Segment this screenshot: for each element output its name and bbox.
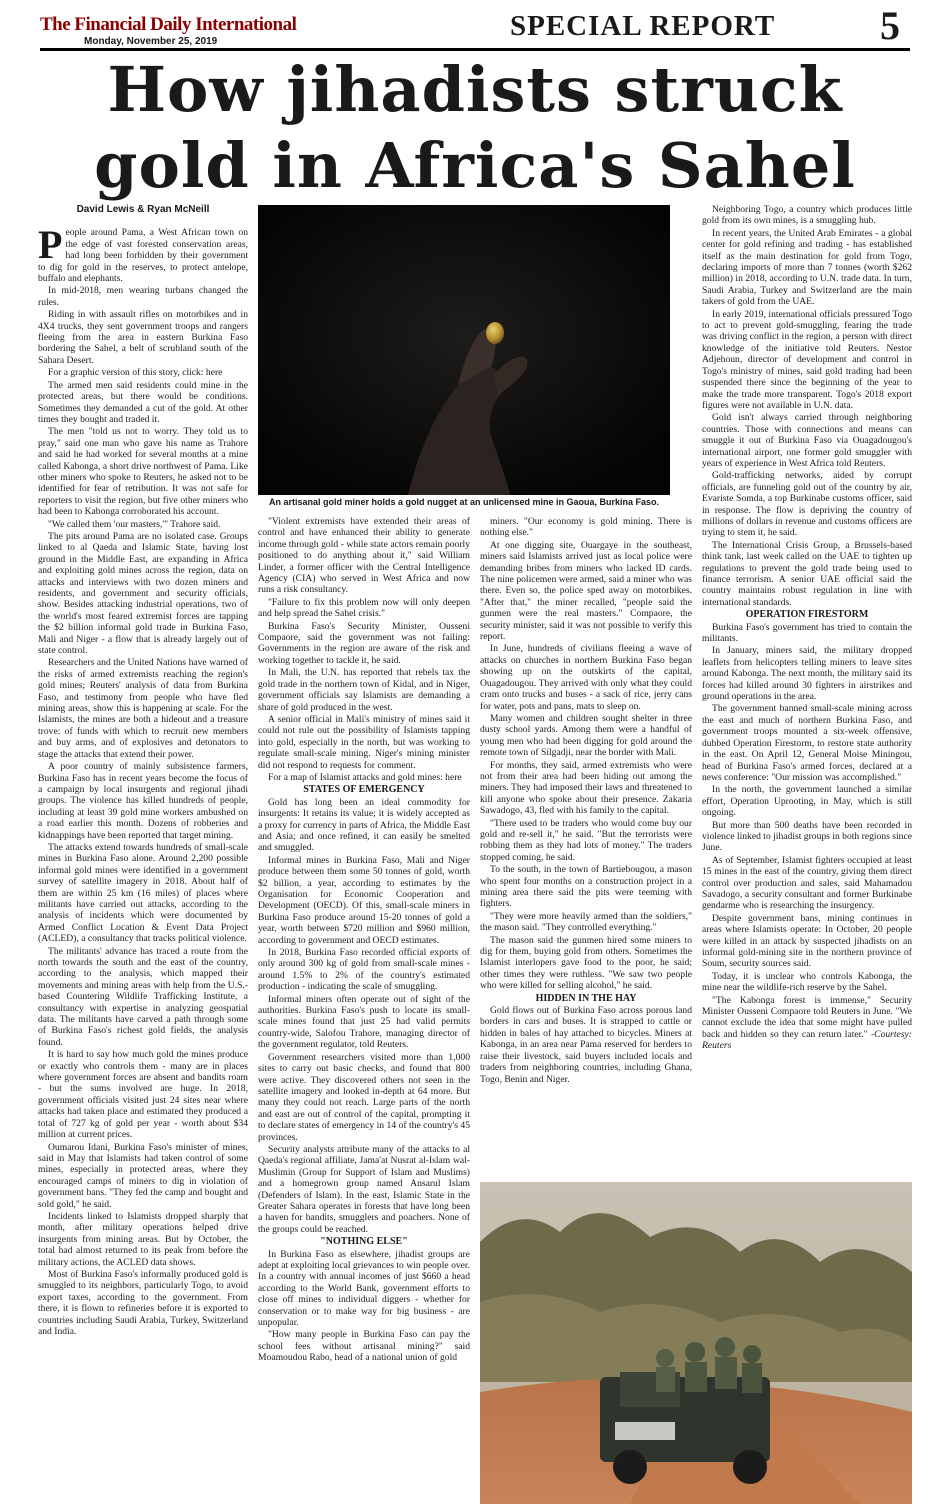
- paragraph: In 2018, Burkina Faso recorded official exports of only around 300 kg of gold from small-scale mines - around 1.5% to 2% of the country's estimated production - indicating the scale of smuggling.: [258, 947, 470, 993]
- paragraph: At one digging site, Ouargaye in the southeast, miners said Islamists arrived just as local police were demanding bribes from miners who lacked ID cards. The nine policemen were armed, said a miner who was there. Even so, the police sped away on motorbikes. "After that," the miner recalled, "people said the gunmen were the real masters." Compaore, the security minister, said it was not possible to verify this report.: [480, 539, 692, 643]
- subhead-operation-firestorm: OPERATION FIRESTORM: [745, 609, 869, 621]
- paragraph: Oumarou Idani, Burkina Faso's minister of mines, said in May that Islamists had taken control of some mines, especially in protected areas, where they encouraged camps of miners to dig in violation of government bans. "They fed the camp and bought and sold gold," he said.: [38, 1141, 248, 1210]
- paragraph: In early 2019, international officials pressured Togo to act to prevent gold-smuggling, fearing the trade was driving conflict in the region, a person with direct knowledge of the initiative told Reuters. Nestor Adjehoun, director of development and control in Togo's ministry of mines, said gold trading had been suspended there since the beginning of the year to make the trade more transparent. Togo's 2018 export figures were not available in U.N. data.: [702, 308, 912, 411]
- paragraph: The government banned small-scale mining across the east and much of northern Burkina Faso, and government troops mounted a six-week offensive, dubbed Operation Firestorm, to restore state authority in the east. On April 12, General Moise Miningou, head of Burkina Faso's armed forces, declared at a news conference: "Our mission was accomplished.": [702, 703, 912, 783]
- gold-nugget-illustration: [258, 205, 670, 495]
- paragraph: The mason said the gunmen hired some miners to dig for them, buying gold from others. Sometimes the Islamist interlopers gave food to the poor, he said; other times they were ruthless. "We saw two people who were killed for selling alcohol," he said.: [480, 934, 692, 992]
- subhead-states-of-emergency: STATES OF EMERGENCY: [303, 784, 425, 796]
- paragraph: Informal mines in Burkina Faso, Mali and Niger produce between them some 50 tonnes of gold, worth $2 billion, a year, according to estimates by the Organisation for Economic Cooperation and Development (OECD). Of this, small-scale miners in Burkina Faso produce around 15-20 tonnes of gold a year, worth between $720 million and $960 million, according to government and OECD estimates.: [258, 854, 470, 946]
- paragraph: Neighboring Togo, a country which produces little gold from its own mines, is a smuggling hub.: [702, 204, 912, 227]
- paragraph: Burkina Faso's Security Minister, Ousseni Compaore, said the government was not failing: Governments in the region are aware of the risk and working together to tackle it, he said.: [258, 620, 470, 666]
- header-rule: [40, 48, 910, 51]
- paragraph: To the south, in the town of Bartiebougou, a mason who spent four months on a construction project in a mining area there said the pits were teeming with fighters.: [480, 864, 692, 910]
- paragraph: In mid-2018, men wearing turbans changed the rules.: [38, 285, 248, 308]
- paragraph: It is hard to say how much gold the mines produce or exactly who controls them - many are in places where government forces are absent and bandits roam - but the sums involved are huge. In 2018, government officials visited just 24 sites near where attacks had taken place and estimated they produced a total of 727 kg of gold per year - worth about $34 million at current prices.: [38, 1049, 248, 1141]
- headline: How jihadists struck gold in Africa's Sahel: [94, 53, 856, 202]
- paragraph: Many women and children sought shelter in three dusty school yards. Among them were a handful of young men who had been digging for gold around the remote town of Silgadji, near the border with Mali.: [480, 712, 692, 759]
- paragraph: The armed men said residents could mine in the protected areas, but there would be conditions. Sometimes they demanded a cut of the gold. At other times they bought and traded it.: [38, 379, 248, 425]
- paragraph: The militants' advance has traced a route from the north towards the south and the east of the country, according to the analysis, which mapped their movements and mining areas with help from the U.S.-based Countering Wildlife Trafficking Institute, a consultancy with expertise in analyzing geospatial data. The militants have carved a path through some of Burkina Faso's richest gold fields, the analysis found.: [38, 945, 248, 1048]
- paragraph: In Burkina Faso as elsewhere, jihadist groups are adept at exploiting local grievances to win people over. In a country with annual incomes of just $660 a head according to the World Bank, government efforts to close off mines to individual diggers - whether for conservation or to make way for big business - are unpopular.: [258, 1248, 470, 1329]
- courtesy-credit: -Courtesy: Reuters: [702, 1028, 912, 1052]
- paragraph: The men "told us not to worry. They told us to pray," said one man who gave his name as Trahore and said he had worked for several months at a mine called Kabonga, a short drive northwest of Pama. Like other miners who spoke to Reuters, he asked not to be identified for fear of retribution. It was not safe for reporters to visit the region, but five other miners who had been to Kabonga corroborated his account.: [38, 426, 248, 518]
- paragraph: For months, they said, armed extremists who were not from their area had been hiding out among the miners. They had imposed their laws and threatened to kill anyone who spoke about their presence. Zakaria Sawadogo, 43, fled with his family to the capital.: [480, 759, 692, 817]
- paragraph: Burkina Faso's government has tried to contain the militants.: [702, 621, 912, 645]
- paragraph: A poor country of mainly subsistence farmers, Burkina Faso has in recent years become the focus of a campaign by local insurgents and regional jihadi groups. The violence has killed hundreds of people, including at least 39 gold mine workers ambushed on a road earlier this month. Dozens of robberies and kidnappings have been reported that target mining.: [38, 761, 248, 841]
- paragraph: Despite government bans, mining continues in areas where Islamists operate: In October, 20 people were killed in an attack by suspected jihadists on an informal gold-mining site in the northern province of Soum, security sources said.: [702, 912, 912, 970]
- paragraph: But more than 500 deaths have been recorded in violence linked to jihadist groups in both regions since June.: [702, 819, 912, 854]
- subhead-nothing-else: "NOTHING ELSE": [320, 1236, 408, 1248]
- paragraph: "There used to be traders who would come buy our gold and re-sell it," he said. "But the terrorists were robbing them as they had lots of money." The traders stopped coming, he said.: [480, 817, 692, 863]
- masthead-title: The Financial Daily International: [40, 14, 297, 35]
- paragraph: As of September, Islamist fighters occupied at least 15 mines in the east of the country, giving them direct control over production and sales, said Mahamadou Savadogo, a security consultant and former Burkinabe gendarme who is researching the insurgency.: [702, 854, 912, 912]
- paragraph: Gold flows out of Burkina Faso across porous land borders in cars and buses. It is strapped to cattle or hidden in bales of hay attached to bicycles. Miners at Kabonga, in an area near Pama reserved for herders to raise their livestock, said buyers included locals and traders from neighboring countries, including Ghana, Togo, Benin and Niger.: [480, 1005, 692, 1085]
- paragraph: "We called them 'our masters,'" Trahore said.: [48, 518, 221, 530]
- masthead-date: Monday, November 25, 2019: [84, 36, 218, 47]
- paragraph: Riding in with assault rifles on motorbikes and in 4X4 trucks, they sent government troops and rangers fleeing from the area in eastern Burkina Faso bordering the Sahel, a belt of scrubland south of the Sahara Desert.: [38, 309, 248, 366]
- paragraph: The pits around Pama are no isolated case. Groups linked to al Qaeda and Islamic State, having lost ground in the Middle East, are expanding in Africa and exploiting gold mines across the region, data on attacks and interviews with two dozen miners and residents, and government and security officials, show. Besides attacking industrial operations, two of the world's most feared extremist forces are tapping the $2 billion informal gold trade in Burkina Faso, Mali and Niger - a flow that is already largely out of state control.: [38, 530, 248, 657]
- paragraph: A senior official in Mali's ministry of mines said it could not rule out the possibility of Islamists tapping into gold, especially in the north, but was working to regulate small-scale mining. Niger's mining minister did not respond to requests for comment.: [258, 713, 470, 771]
- paragraph: In recent years, the United Arab Emirates - a global center for gold refining and trading - has established itself as the main destination for gold from Togo, declaring imports of more than 7 tonnes (worth $262 million) in 2018, according to U.N. trade data. In turn, Saudi Arabia, Turkey and Switzerland are the main takers of gold from the UAE.: [702, 227, 912, 308]
- paragraph: Security analysts attribute many of the attacks to al Qaeda's regional affiliate, Jama'at Nusrat al-Islam wal-Muslimin (Group for Support of Islam and Muslims) and a homegrown group named Ansarul Islam (Defenders of Islam). In the east, Islamic State in the Greater Sahara operates in forests that have long been a haven for bandits, smugglers and poachers. None of the groups could be reached.: [258, 1143, 470, 1235]
- masthead: [40, 14, 297, 47]
- paragraph: The International Crisis Group, a Brussels-based think tank, last week called on the UAE to tighten up regulations to prevent the gold trade being used to finance terrorism. A senior UAE official said the country maintains robust regulation in line with international standards.: [702, 539, 912, 608]
- paragraph: "How many people in Burkina Faso can pay the school fees without artisanal mining?" said Moamoudou Rabo, head of a national union of gold: [258, 1329, 470, 1364]
- map-link[interactable]: For a map of Islamist attacks and gold mines: here: [268, 771, 462, 783]
- paragraph: Today, it is unclear who controls Kabonga, the mine near the wildlife-rich reserve by the Sahel.: [702, 970, 912, 994]
- paragraph: "Violent extremists have extended their areas of control and have enhanced their ability to generate income through gold - while state actors remain poorly positioned to do anything about it," said William Linder, a former officer with the Central Intelligence Agency (CIA) who served in West Africa and now runs a risk consultancy.: [258, 516, 470, 596]
- paragraph: Informal miners often operate out of sight of the authorities. Burkina Faso's push to locate its small-scale mines found that just 25 had valid permits country-wide, Salofou Trahore, managing director of the government regulator, told Reuters.: [258, 993, 470, 1051]
- graphic-link[interactable]: For a graphic version of this story, click: here: [48, 367, 223, 379]
- column-3: [480, 516, 692, 1176]
- page-number: 5: [880, 3, 900, 48]
- paragraph: miners. "Our economy is gold mining. There is nothing else.": [480, 516, 692, 539]
- closing-quote: "The Kabonga forest is immense," Security Minister Ousseni Compaore told Reuters in June. "We cannot exclude the idea that some might have pulled back and hidden so they can return later.": [702, 994, 912, 1040]
- lead-text: eople around Pama, a West African town on the edge of vast forested conservation areas, had long been forbidden by their government to dig for gold in the reserves, to protect antelope, buffalo and elephants.: [38, 227, 248, 285]
- paragraph: Incidents linked to Islamists dropped sharply that month, after military operations helped drive insurgents from mining areas. But by October, the total had almost returned to its peak from before the military actions, the ACLED data shows.: [38, 1210, 248, 1268]
- paragraph: Most of Burkina Faso's informally produced gold is smuggled to its neighbors, particularly Togo, to avoid export taxes, according to the government. From there, it is flown to refineries before it is exported to countries including Saudi Arabia, Turkey, Switzerland and India.: [38, 1268, 248, 1337]
- paragraph: "They were more heavily armed than the soldiers," the mason said. "They controlled everything.": [480, 910, 692, 934]
- paragraph: Government researchers visited more than 1,000 sites to carry out basic checks, and found that 800 were active. They discovered others not seen in the satellite imagery and looked in-depth at 64 more. But many they could not reach. Large parts of the north and east are out of control of the capital, prompting it to declare states of emergency in 14 of the country's 45 provinces.: [258, 1051, 470, 1143]
- paragraph: Researchers and the United Nations have warned of the risks of armed extremists reaching the region's gold mines; Reuters' analysis of data from Burkina Faso, and testimony from people who have fled mining areas, show this is happening at scale. For the Islamists, the mines are both a hideout and a treasure trove: of funds with which to recruit new members and buy arms, and of explosives and detonators to stage the attacks that extend their power.: [38, 657, 248, 760]
- paragraph: Gold has long been an ideal commodity for insurgents: It retains its value; it is widely accepted as a proxy for currency in parts of Africa, the Middle East and Asia; and once refined, it can easily be smelted and smuggled.: [258, 796, 470, 854]
- column-4: [702, 204, 912, 1212]
- paragraph: Gold-trafficking networks, aided by corrupt officials, are funneling gold out of the country by air, Evariste Somda, a top Burkinabe customs officer, said in response. The flow is depriving the country of millions of dollars in revenue and customs officers are trying to stem it, he said.: [702, 470, 912, 539]
- soldiers-truck-photo: [480, 1182, 912, 1504]
- soldiers-truck-illustration: [480, 1182, 912, 1504]
- paragraph: The attacks extend towards hundreds of small-scale mines in Burkina Faso alone. Around 2,200 possible informal gold mines were identified in a government survey of satellite imagery in 2018. About half of them are within 25 km (16 miles) of places where militants have carried out attacks, according to the analysis of incidents which were documented by Armed Conflict Location & Event Data Project (ACLED), a consultancy that tracks political violence.: [38, 841, 248, 945]
- paragraph: "Failure to fix this problem now will only deepen and help spread the Sahel crisis.": [258, 596, 470, 620]
- paragraph: In the north, the government launched a similar effort, Operation Uprooting, in May, which is still ongoing.: [702, 784, 912, 819]
- gold-nugget-photo: [258, 205, 670, 495]
- paragraph: In January, miners said, the military dropped leaflets from helicopters telling miners to leave sites around Kabonga. The next month, the military said its forces had killed around 30 fighters in airstrikes and ground operations in the area.: [702, 645, 912, 703]
- subhead-hidden-in-the-hay: HIDDEN IN THE HAY: [535, 992, 637, 1004]
- column-2: [258, 516, 470, 1501]
- photo-caption: An artisanal gold miner holds a gold nugget at an unlicensed mine in Gaoua, Burkina Faso.: [268, 497, 660, 507]
- lead-paragraph: [38, 222, 248, 285]
- paragraph: Gold isn't always carried through neighboring countries. Those with connections and means can smuggle it out of Burkina Faso via Ouagadougou's international airport, one former gold smuggler with years of experience in West Africa told Reuters.: [702, 412, 912, 469]
- paragraph: In June, hundreds of civilians fleeing a wave of attacks on churches in northern Burkina Faso began showing up on the outskirts of the capital, Ouagadougou. They arrived with only what they could cram onto trucks and buses - a sack of rice, jerry cans for water, pots and pans, mats to sleep on.: [480, 643, 692, 712]
- column-1: [38, 204, 248, 1504]
- section-title: SPECIAL REPORT: [510, 10, 776, 42]
- paragraph: [702, 995, 912, 1052]
- byline: David Lewis & Ryan McNeill: [76, 204, 210, 215]
- paragraph: In Mali, the U.N. has reported that rebels tax the gold trade in the northern town of Kidal, and in Niger, government officials say Islamists are demanding a share of gold produced in the west.: [258, 667, 470, 713]
- drop-cap: P: [38, 222, 63, 268]
